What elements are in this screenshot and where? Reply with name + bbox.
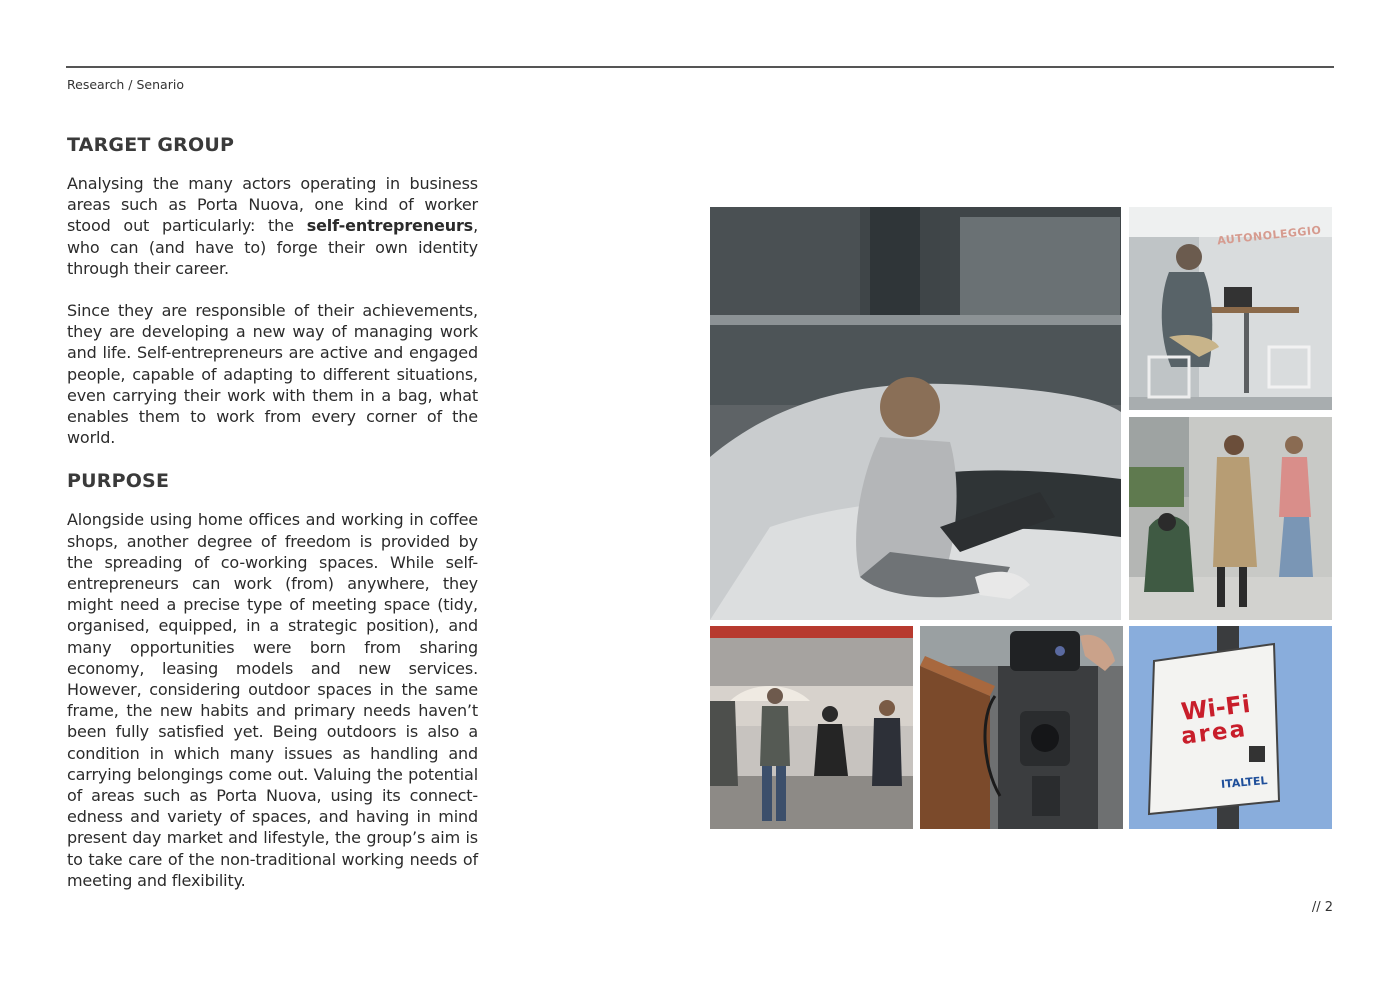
photo-woman-laptop [710,207,1121,620]
p1-bold-term: self-entrepreneurs [306,216,474,236]
rental-sign-text: AUTONOLEGGIO [1216,223,1322,248]
photo-wifi-sign [1129,626,1332,829]
photo-street-people [710,626,913,829]
target-group-paragraph-1 [67,173,478,279]
wifi-sign-brand: ITALTEL [1220,773,1268,792]
wifi-sign-line2: area [1179,716,1249,750]
purpose-paragraph: Alongside using home offices and working in coffee shops, another degree of freedom is provided by the spreading of co-working spaces. While self-entrepreneurs can work (from) anywhere, they might need a precise type of meeting space (tidy, organised, equipped, in a strategic position), and many opportunities were born from sharing economy, leasing models and new services. However, considering outdoor spaces in the same frame, the new habits and primary needs haven’t been fully satisfied yet. Being outdoors is also a condition in which many issues as handling and carrying belongings come out. Valuing the potential of areas such as Porta Nuova, using its connect-edness and variety of spaces, and having in mind present day market and lifestyle, the group’s aim is to take care of the non-traditional working needs of meeting and flexibility. [67,510,478,890]
p1-text-before: Analysing the many actors operating in business areas such as Porta Nuova, one kind of worker stood out particularly: the [67,174,478,236]
purpose-heading: PURPOSE [67,470,170,493]
photo-photoshoot [1129,417,1332,620]
target-group-paragraph-2: Since they are responsible of their achievements, they are developing a new way of managing work and life. Self-entrepreneurs are active and engaged people, capable of adapting to different situations, even carrying their work with them in a bag, what enables them to work from every corner of the world. [67,301,478,448]
breadcrumb: Research / Senario [67,77,184,92]
page-number: // 2 [1311,900,1333,915]
wifi-sign-line1: Wi-Fi [1179,689,1252,727]
text-column [67,134,478,891]
target-group-heading: TARGET GROUP [67,134,235,156]
top-rule [66,66,1334,68]
photo-cafe-worker [1129,207,1332,410]
photo-power-outlet [920,626,1123,829]
p1-text-after: , who can (and have to) forge their own identity through their career. [67,216,478,278]
